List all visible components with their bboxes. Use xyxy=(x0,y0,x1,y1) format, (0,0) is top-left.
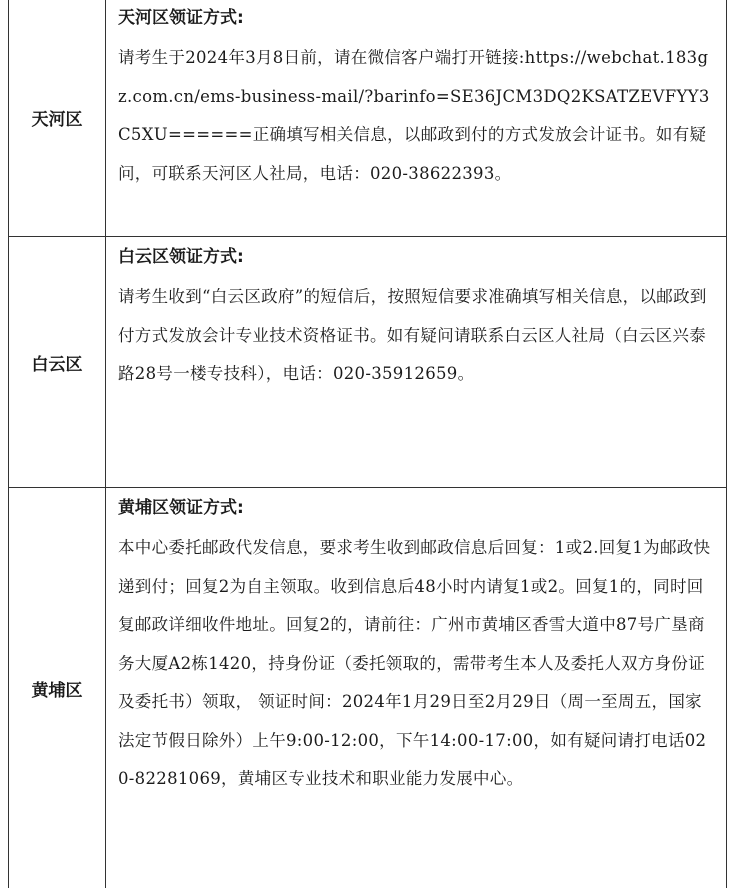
section-body: 请考生于2024年3月8日前，请在微信客户端打开链接:https://webchat.183gz.com.cn/ems-business-mail/?barinfo=SE36JCM3DQ2KSATZEVFYY3C5XU======正确填写相关信息，以邮政到付的方式发放会计证书。如有疑问，可联系天河区人社局，电话：020-38622393。 xyxy=(118,48,710,183)
certificate-collection-table xyxy=(8,0,727,888)
table-row-tianhe xyxy=(9,0,726,237)
table-row-baiyun xyxy=(9,237,726,488)
district-content xyxy=(106,237,726,487)
district-content xyxy=(106,0,726,236)
district-content xyxy=(106,488,726,888)
section-heading: 天河区领证方式: xyxy=(118,8,244,28)
district-name: 天河区 xyxy=(9,0,106,236)
section-body: 本中心委托邮政代发信息，要求考生收到邮政信息后回复：1或2.回复1为邮政快递到付；回复2为自主领取。收到信息后48小时内请复1或2。回复1的，同时回复邮政详细收件地址。回复2的，请前往：广州市黄埔区香雪大道中87号广垦商务大厦A2栋1420，持身份证（委托领取的，需带考生本人及委托人双方身份证及委托书）领取， 领证时间：2024年1月29日至2月29日（周一至周五，国家法定节假日除外）上午9:00-12:00，下午14:00-17:00，如有疑问请打电话020-82281069，黄埔区专业技术和职业能力发展中心。 xyxy=(118,538,711,788)
section-body: 请考生收到“白云区政府”的短信后，按照短信要求准确填写相关信息，以邮政到付方式发放会计专业技术资格证书。如有疑问请联系白云区人社局（白云区兴泰路28号一楼专技科），电话：020-35912659。 xyxy=(118,287,707,383)
district-name: 白云区 xyxy=(9,237,106,487)
table-row-huangpu xyxy=(9,488,726,888)
section-heading: 白云区领证方式: xyxy=(118,247,244,267)
section-heading: 黄埔区领证方式: xyxy=(118,498,244,518)
district-name: 黄埔区 xyxy=(9,488,106,888)
